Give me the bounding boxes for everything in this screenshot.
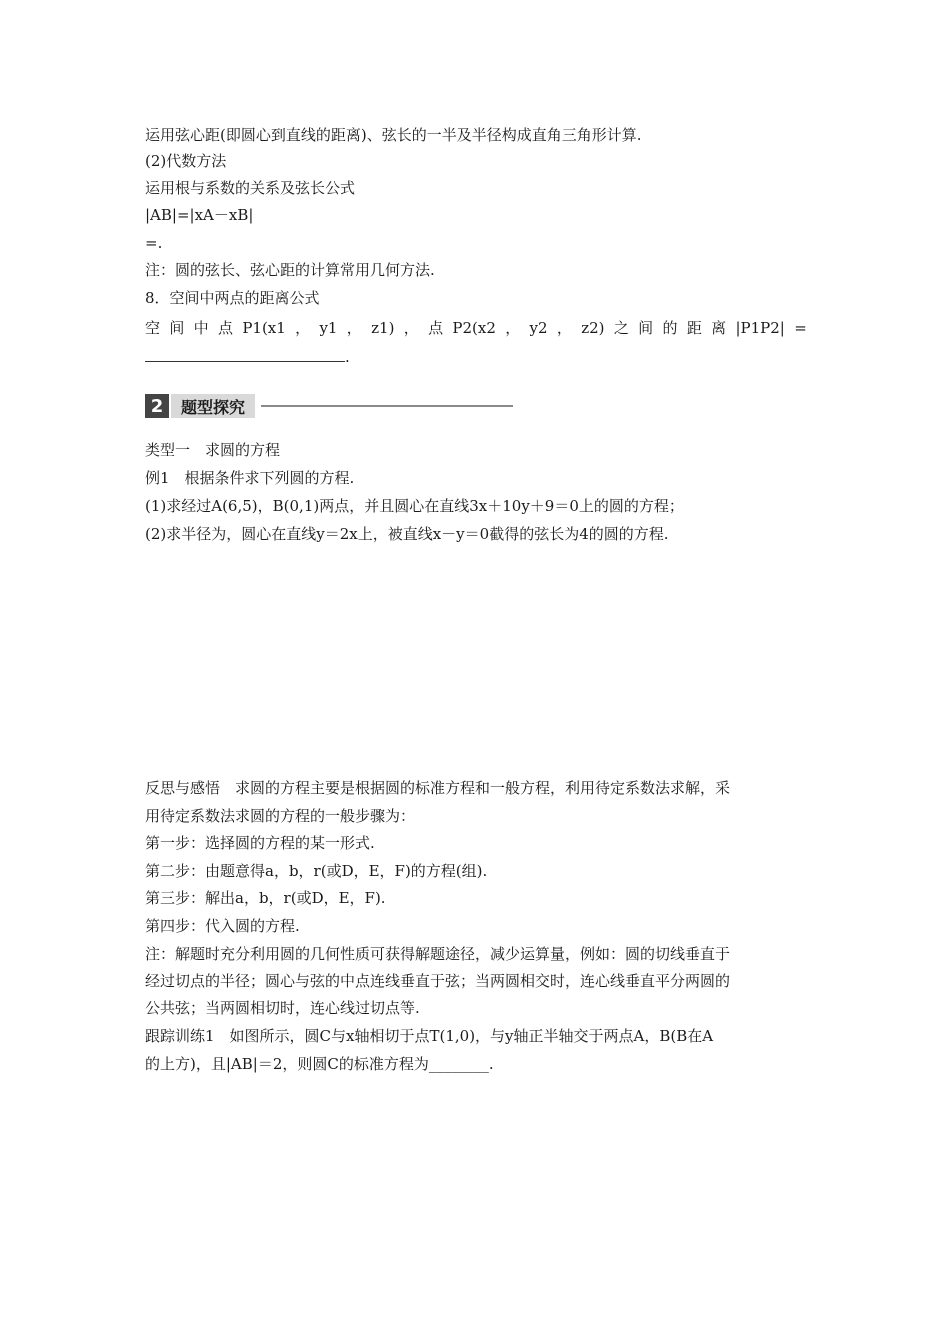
section-title: 题型探究 <box>171 394 255 418</box>
word: 点 <box>217 319 233 337</box>
answer-blank <box>145 345 345 362</box>
step-two: 第二步：由题意得a，b，r(或D，E，F)的方程(组). <box>145 862 488 880</box>
step-three: 第三步：解出a，b，r(或D，E，F). <box>145 889 386 907</box>
word: y2 <box>529 319 548 337</box>
reflection-line-1: 反思与感悟 求圆的方程主要是根据圆的标准方程和一般方程，利用待定系数法求解，采 <box>145 779 731 797</box>
word: 离 <box>711 319 727 337</box>
example-one: 例1 根据条件求下列圆的方程. <box>145 469 355 487</box>
exercise-line-1: 跟踪训练1 如图所示，圆C与x轴相切于点T(1,0)，与y轴正半轴交于两点A，B(B在A <box>145 1027 714 1045</box>
period: . <box>345 348 350 366</box>
word: 点 <box>428 319 444 337</box>
text-line-note-geometry: 注：圆的弦长、弦心距的计算常用几何方法. <box>145 261 435 279</box>
word: ， <box>403 319 419 337</box>
word: z2) <box>581 319 605 337</box>
word: ， <box>295 319 311 337</box>
section-divider <box>261 405 513 407</box>
section-number: 2 <box>145 394 169 418</box>
example-one-part-2: (2)求半径为，圆心在直线y＝2x上，被直线x－y＝0截得的弦长为4的圆的方程. <box>145 525 669 543</box>
note-line-2: 经过切点的半径；圆心与弦的中点连线垂直于弦；当两圆相交时，连心线垂直平分两圆的 <box>145 972 731 990</box>
text-line-space-points <box>145 317 807 339</box>
word: P2(x2 <box>452 319 496 337</box>
text-line-equals: =. <box>145 234 163 252</box>
word: P1(x1 <box>242 319 286 337</box>
word: 距 <box>686 319 702 337</box>
text-line-vieta: 运用根与系数的关系及弦长公式 <box>145 179 356 197</box>
exercise-line-2: 的上方)，且|AB|＝2，则圆C的标准方程为________. <box>145 1055 494 1073</box>
note-line-1: 注：解题时充分利用圆的几何性质可获得解题途径，减少运算量，例如：圆的切线垂直于 <box>145 945 731 963</box>
step-four: 第四步：代入圆的方程. <box>145 917 300 935</box>
section-header <box>145 394 513 418</box>
word: 的 <box>662 319 678 337</box>
word: ， <box>556 319 572 337</box>
word: ， <box>346 319 362 337</box>
word: 间 <box>169 319 185 337</box>
word: z1) <box>371 319 395 337</box>
text-line-space-distance-heading: 8．空间中两点的距离公式 <box>145 289 320 307</box>
word: 空 <box>145 319 161 337</box>
example-one-part-1: (1)求经过A(6,5)，B(0,1)两点，并且圆心在直线3x＋10y＋9＝0上的圆的方程； <box>145 497 684 515</box>
type-one-heading: 类型一 求圆的方程 <box>145 441 281 459</box>
step-one: 第一步：选择圆的方程的某一形式. <box>145 834 375 852</box>
word: 间 <box>638 319 654 337</box>
word: |P1P2| <box>735 319 785 337</box>
text-line-algebra-method: (2)代数方法 <box>145 152 227 170</box>
note-line-3: 公共弦；当两圆相切时，连心线过切点等. <box>145 999 420 1017</box>
text-line-chord-formula: |AB|=|xA－xB| <box>145 206 254 224</box>
word: ， <box>505 319 521 337</box>
word: 中 <box>193 319 209 337</box>
word: 之 <box>613 319 629 337</box>
text-line-answer-blank <box>145 345 350 368</box>
reflection-line-2: 用待定系数法求圆的方程的一般步骤为： <box>145 807 416 825</box>
text-line-chord-distance: 运用弦心距(即圆心到直线的距离)、弦长的一半及半径构成直角三角形计算. <box>145 126 642 144</box>
word: = <box>794 319 807 337</box>
word: y1 <box>319 319 338 337</box>
